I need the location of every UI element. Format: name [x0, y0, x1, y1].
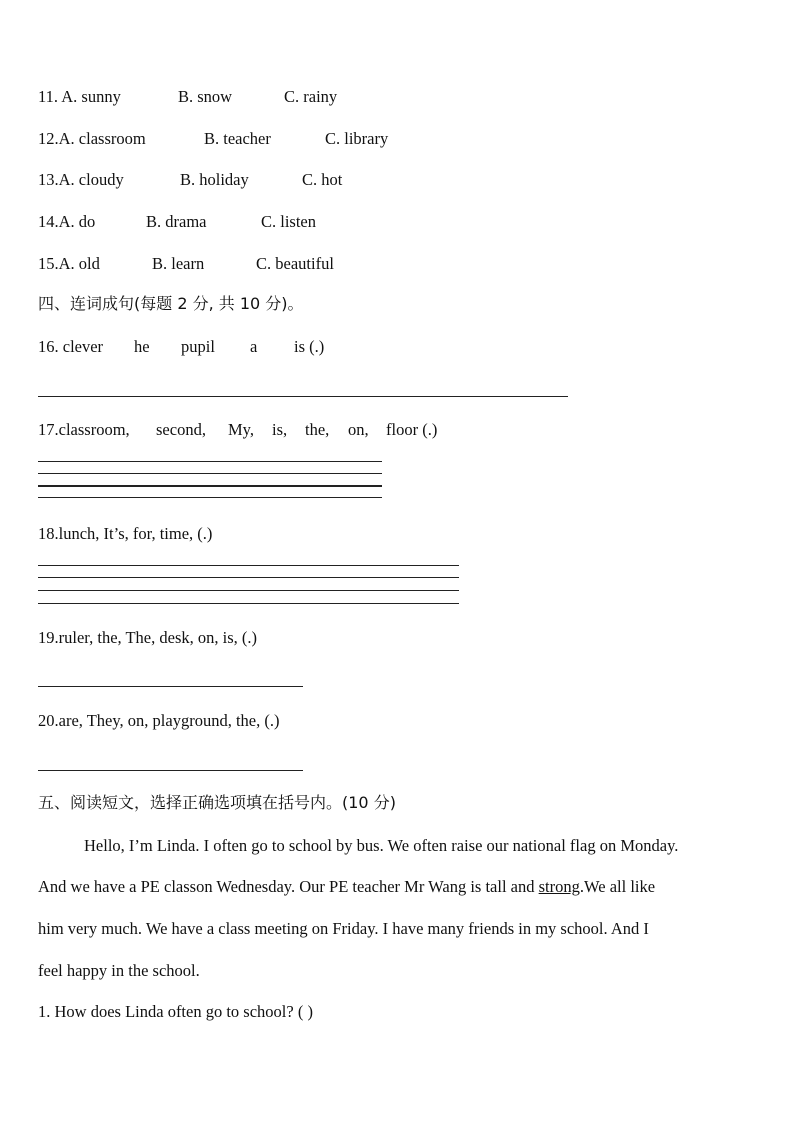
word: classroom,	[58, 420, 130, 439]
option-a: A. cloudy	[58, 170, 124, 189]
word: floor (.)	[386, 420, 438, 439]
question-number: 11.	[38, 87, 59, 106]
word: clever	[62, 337, 104, 356]
option-b: B. holiday	[180, 170, 249, 189]
option-b: B. snow	[178, 87, 233, 106]
passage-text: Hello, I’m Linda. I often go to school by bus. We often raise our national flag on Monday.	[84, 836, 679, 855]
answer-line[interactable]	[38, 686, 303, 687]
word: second,	[156, 420, 206, 439]
option-c: C. hot	[302, 170, 343, 189]
question-20	[38, 711, 279, 731]
word: a	[250, 337, 258, 356]
answer-line[interactable]	[38, 590, 459, 591]
word: My,	[228, 420, 254, 439]
answer-line[interactable]	[38, 577, 459, 578]
question-12	[38, 129, 389, 149]
option-c: C. beautiful	[256, 254, 334, 273]
question-number: 13.	[38, 170, 59, 189]
word: the,	[305, 420, 330, 439]
answer-line[interactable]	[38, 485, 382, 487]
question-14	[38, 212, 317, 232]
answer-line[interactable]	[38, 603, 459, 604]
section-4-heading: 四、连词成句(每题 2 分, 共 10 分)。	[38, 294, 304, 313]
question-number: 20.	[38, 711, 59, 730]
question-number: 12.	[38, 129, 59, 148]
question-number: 14.	[38, 212, 59, 231]
passage-text: .We all like	[579, 877, 656, 896]
question-words: lunch, It’s, for, time, (.)	[58, 524, 213, 543]
answer-line[interactable]	[38, 396, 568, 397]
option-b: B. learn	[152, 254, 205, 273]
passage-line-4	[38, 961, 764, 981]
answer-line[interactable]	[38, 565, 459, 566]
answer-line[interactable]	[38, 497, 382, 498]
question-number: 19.	[38, 628, 59, 647]
word: pupil	[181, 337, 215, 356]
question-13	[38, 170, 343, 190]
question-text: 1. How does Linda often go to school? ( )	[38, 1002, 313, 1021]
passage-line-1	[38, 836, 764, 856]
question-words: ruler, the, The, desk, on, is, (.)	[58, 628, 257, 647]
option-b: B. drama	[146, 212, 207, 231]
answer-line[interactable]	[38, 770, 303, 771]
passage-text: feel happy in the school.	[38, 961, 200, 980]
word: is (.)	[294, 337, 325, 356]
question-number: 15.	[38, 254, 59, 273]
passage-text: And we have a PE classon Wednesday. Our PE teacher Mr Wang is tall and	[38, 877, 539, 896]
question-18	[38, 524, 212, 544]
question-words: are, They, on, playground, the, (.)	[58, 711, 280, 730]
option-c: C. rainy	[284, 87, 338, 106]
question-number: 16.	[38, 337, 59, 356]
option-c: C. listen	[261, 212, 317, 231]
underlined-word: strong	[538, 877, 580, 896]
option-a: A. old	[58, 254, 100, 273]
word: is,	[272, 420, 288, 439]
reading-question-1	[38, 1002, 764, 1022]
option-a: A. sunny	[61, 87, 121, 106]
option-a: A. classroom	[58, 129, 146, 148]
question-15	[38, 254, 334, 274]
passage-text: him very much. We have a class meeting on Friday. I have many friends in my school. And I	[38, 919, 649, 938]
question-number: 18.	[38, 524, 59, 543]
question-number: 17.	[38, 420, 59, 439]
passage-line-2	[38, 877, 764, 897]
option-a: A. do	[58, 212, 96, 231]
answer-line[interactable]	[38, 461, 382, 462]
answer-line[interactable]	[38, 473, 382, 474]
section-5-heading: 五、阅读短文，选择正确选项填在括号内。(10 分)	[38, 793, 396, 812]
word: on,	[348, 420, 369, 439]
question-17	[38, 420, 438, 440]
passage-line-3	[38, 919, 764, 939]
question-16	[38, 337, 325, 357]
option-c: C. library	[325, 129, 389, 148]
question-11	[38, 87, 338, 107]
option-b: B. teacher	[204, 129, 271, 148]
word: he	[134, 337, 150, 356]
question-19	[38, 628, 257, 648]
